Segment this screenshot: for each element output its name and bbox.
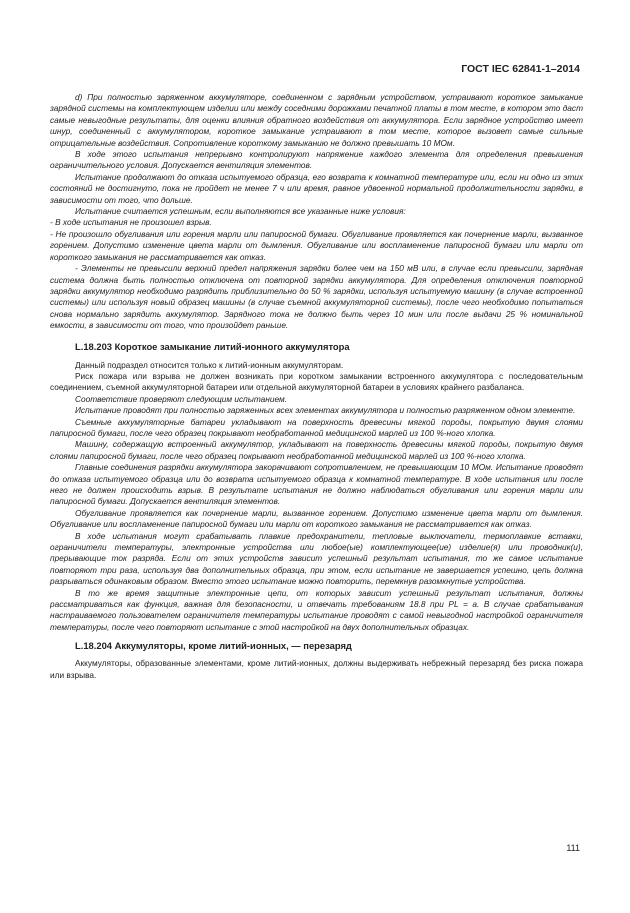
list-item: - В ходе испытания не произошел взрыв.: [50, 217, 212, 228]
paragraph: В ходе испытания могут срабатывать плавкие предохранители, тепловые выключатели, термоплавкие вставки, ограничители температуры, электронные устройства или любое(ые) комплектующее(ие) изделие(я) или проводник(и), прерывающие ток разряда. Если от этих устройств зависит успешный результат испытания, то же самое испытание повторяют три раза, используя два дополнительных образца, при этом, если испытание не завершается успешно, цепь должна разрываться одинаковым образом. Вместо этого испытание можно повторить, перемкнув разомкнутые устройства.: [50, 530, 583, 587]
paragraph: Обугливание проявляется как почернение марли, вызванное горением. Допустимо изменение цвета марли от дымления. Обугливание или воспламенение папиросной бумаги или марли от короткого замыкания не рассматривается как отказ.: [50, 507, 583, 530]
paragraph: Соответствие проверяют следующим испытанием.: [75, 393, 287, 404]
section-heading: L.18.204 Аккумуляторы, кроме литий-ионных, — перезаряд: [75, 640, 352, 652]
paragraph: Машину, содержащую встроенный аккумулятор, укладывают на поверхность древесины мягкой породы, покрытую двумя слоями папиросной бумаги, после чего образец покрывают необработанной медицинской марлей из 100 %-ного хлопка.: [50, 439, 583, 461]
paragraph: Главные соединения разрядки аккумулятора закорачивают сопротивлением, не превышающим 10 МОм. Испытание проводят до отказа испытуемого образца или до возврата испытуемого образца к комнатной температуре. В ходе испытания или после него не должен происходить взрыв. В результате испытания не должно наблюдаться обугливания или горения марли или папиросной бумаги. Допускается вентиляция элементов.: [50, 462, 583, 507]
paragraph: Испытание считается успешным, если выполняются все указанные ниже условия:: [75, 206, 406, 217]
paragraph: Испытание проводят при полностью заряженных всех элементах аккумулятора и полностью разряженном одном элементе.: [75, 405, 576, 416]
list-item: - Не произошло обугливания или горения марли или папиросной бумаги. Обугливание проявляется как почернение марли, вызванное горением. Допустимо изменение цвета марли от дымления. Обугливание или воспламенение папиросной бумаги или марли от короткого замыкания не рассматривается как отказ.: [50, 228, 583, 262]
paragraph: Данный подраздел относится только к литий-ионным аккумуляторам.: [75, 359, 344, 370]
paragraph: В то же время защитные электронные цепи, от которых зависит успешный результат испытания, должны рассматриваться как функция, важная для безопасности, и отвечать требованиям 18.8 при PL = a. В случае срабатывания настраиваемого пользователем ограничителя температуры испытание проводят с самой невыгодной настройкой ограничителя температуры, после чего повторяют испытание с этой настройкой на двух дополнительных образцах.: [50, 587, 583, 632]
document-header: ГОСТ IEC 62841-1–2014: [461, 63, 580, 75]
paragraph: Съемные аккумуляторные батареи укладывают на поверхность древесины мягкой породы, покрытую двумя слоями папиросной бумаги, после чего образец покрывают необработанной медицинской марлей из 100 %-ного хлопка.: [50, 416, 583, 438]
document-body: [50, 92, 583, 681]
paragraph: d) При полностью заряженном аккумуляторе, соединенном с зарядным устройством, устраивают короткое замыкание зарядной системы на комплектующем изделии или между соседними дорожками печатной платы в том месте, в котором это даст самые невыгодные результаты, для оценки влияния обратного воздействия от аккумулятора. Если зарядное устройство имеет шнур, соединенный с аккумулятором, короткое замыкание устраивают в том месте, которое вызовет самые сильные отрицательные воздействия. Сопротивление короткому замыканию не должно превышать 10 МОм.: [50, 92, 583, 148]
paragraph: Испытание продолжают до отказа испытуемого образца, его возврата к комнатной температуре или, если ни одно из этих состояний не достигнуто, пока не пройдет не менее 7 ч или время, равное удвоенной нормальной продолжительности зарядки, в зависимости от того, что дольше.: [50, 171, 583, 205]
section-heading: L.18.203 Короткое замыкание литий-ионного аккумулятора: [75, 340, 350, 352]
paragraph: Риск пожара или взрыва не должен возникать при коротком замыкании встроенного аккумулятора с последовательным соединением, съемной аккумуляторной батареи или отдельной аккумуляторной батареи в условиях крайнего разбаланса.: [50, 370, 583, 393]
paragraph: В ходе этого испытания непрерывно контролируют напряжение каждого элемента для определения превышения ограничительного условия. Допускается вентиляция элементов.: [50, 149, 583, 171]
list-item: - Элементы не превысили верхний предел напряжения зарядки более чем на 150 мВ или, в случае если превысили, зарядная система должна быть полностью отключена от повторной зарядки аккумулятора. Для определения отключения повторной зарядки аккумулятор необходимо разрядить приблизительно до 50 % зарядки, используя испытуемую машину (в случае встроенной системы) или используя новый образец машины (в случае съемной аккумуляторной системы), после чего необходимо попытаться снова нормально зарядить аккумулятор. Зарядного тока не должно быть через 10 мин или после выдачи 25 % номинальной емкости, в зависимости от того, что произойдет раньше.: [50, 263, 583, 331]
page-number: 111: [566, 843, 580, 853]
paragraph: Аккумуляторы, образованные элементами, кроме литий-ионных, должны выдерживать небрежный перезаряд без риска пожара или взрыва.: [50, 658, 583, 680]
